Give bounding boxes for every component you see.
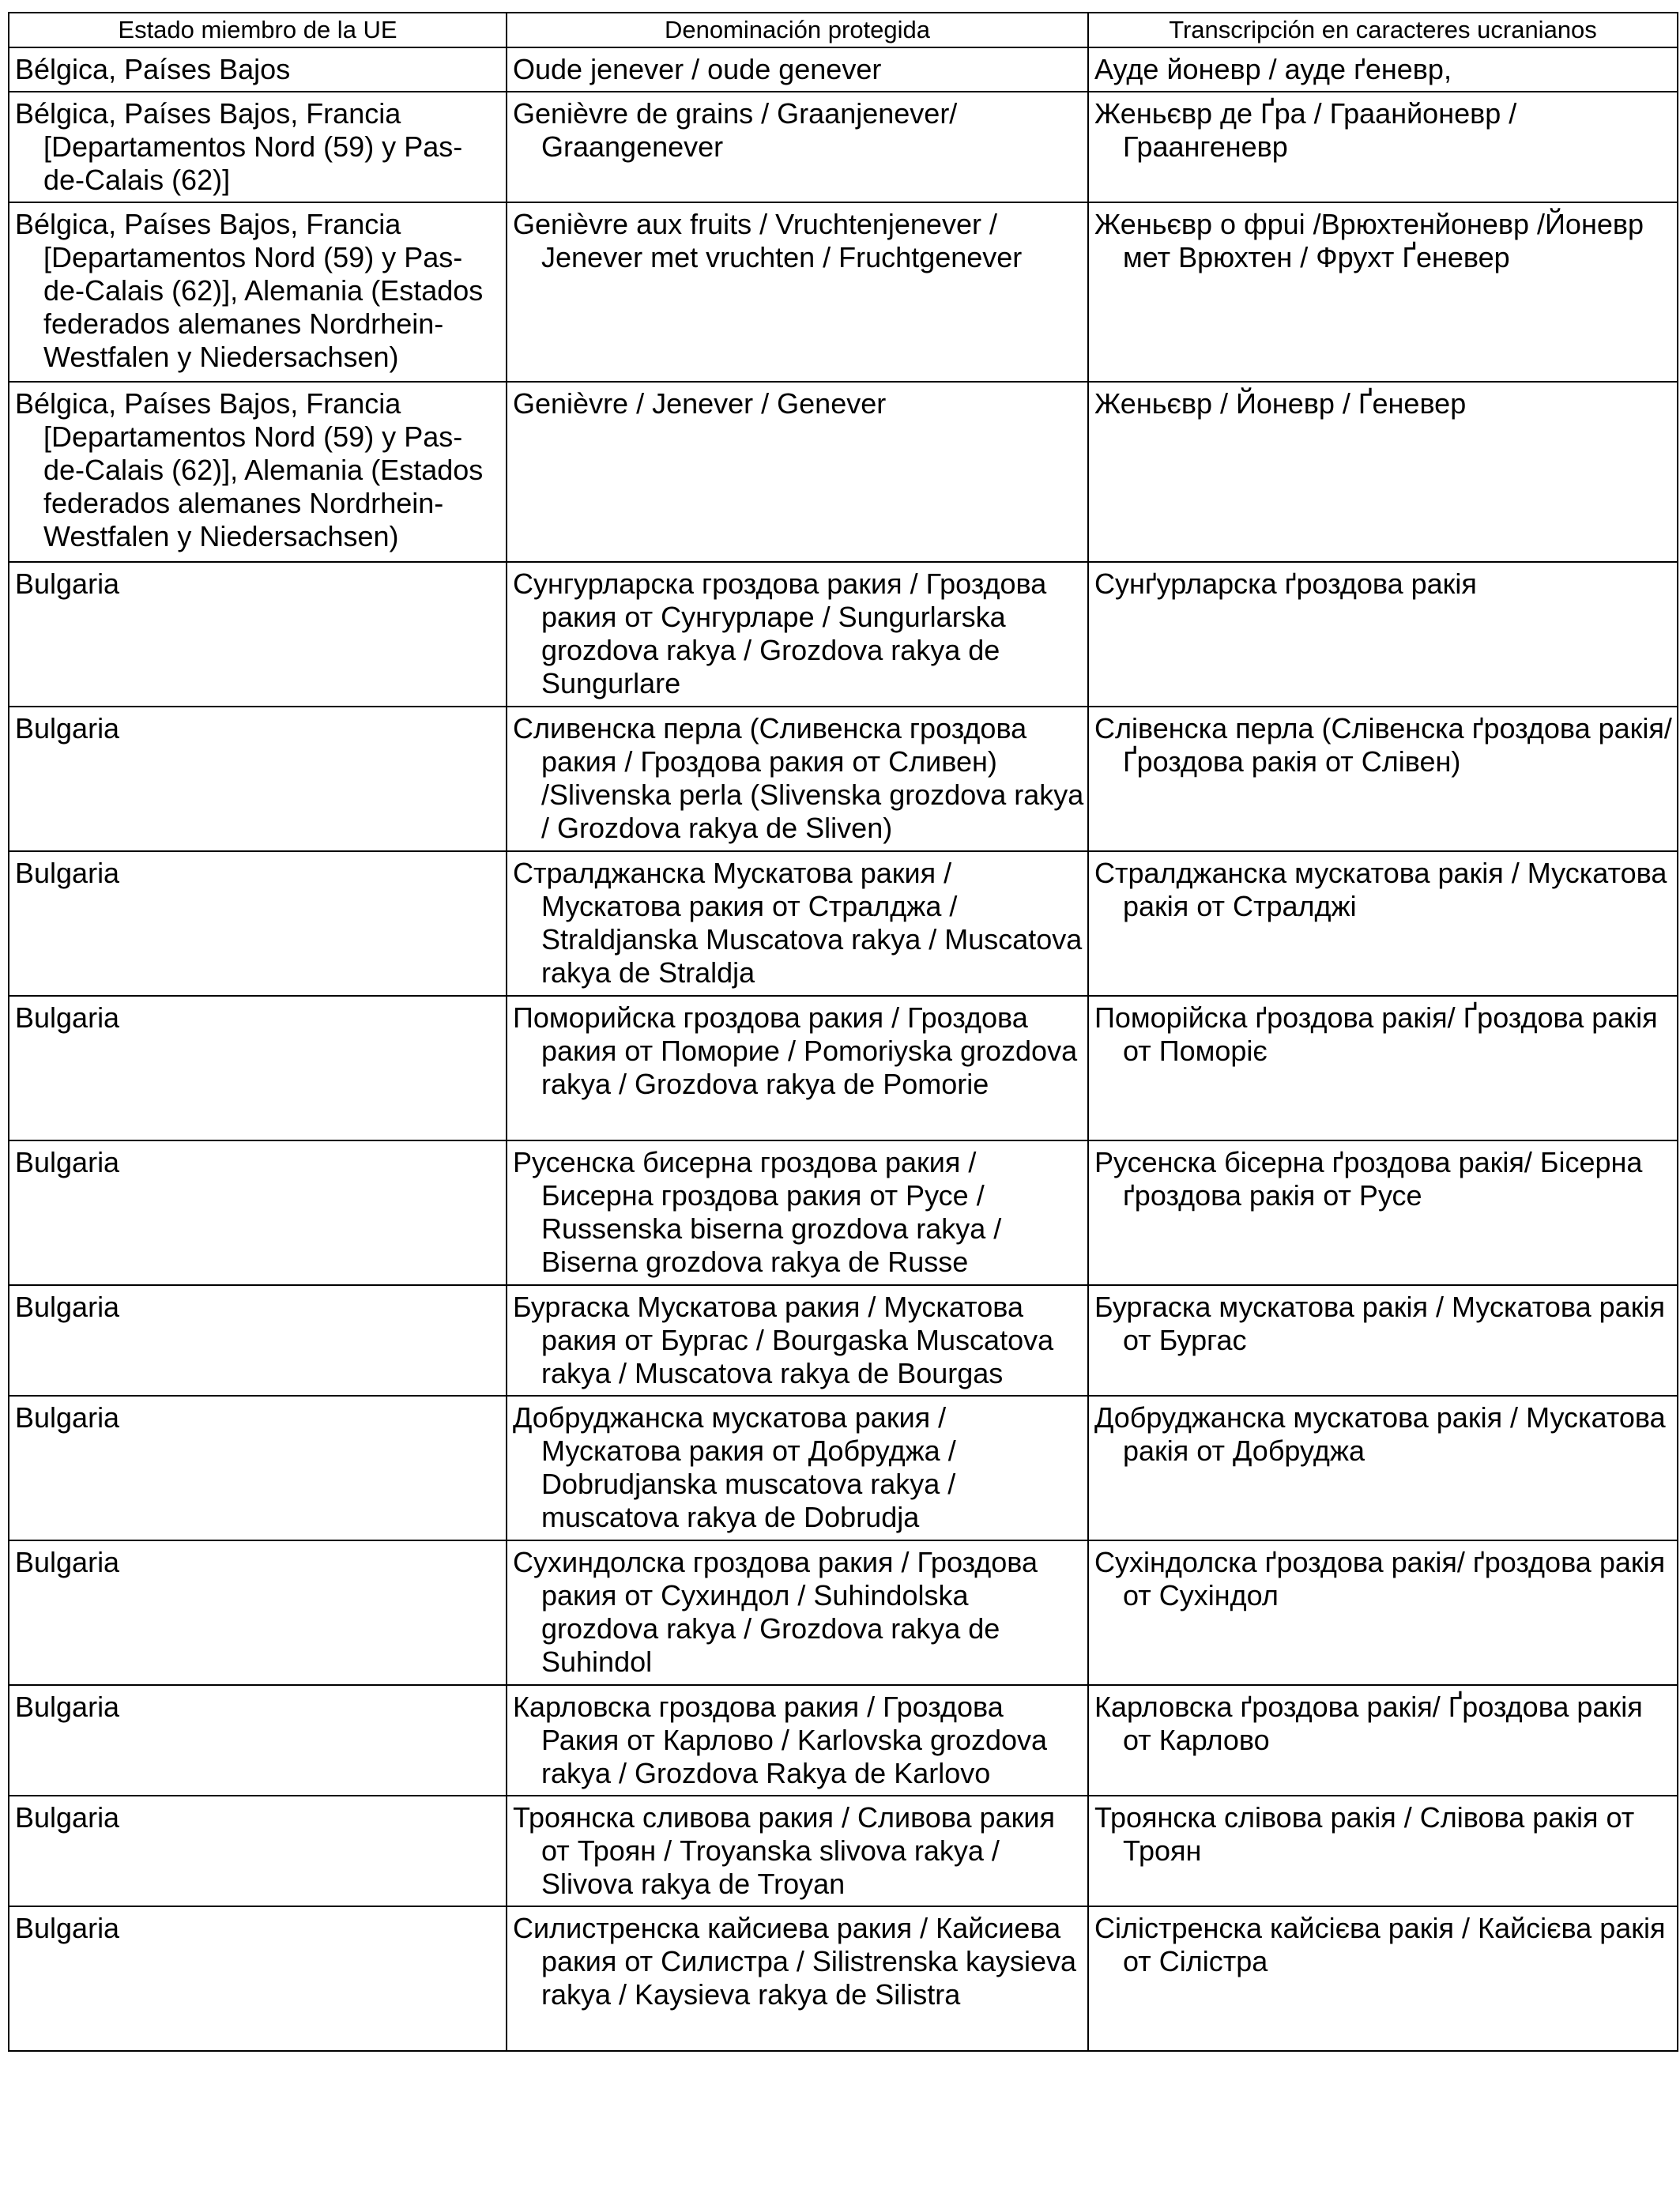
cell-text: Слівенска перла (Слівенска ґроздова ракія/ Ґроздова ракія от Слівен) xyxy=(1094,712,1672,778)
cell-text: Сухиндолска гроздова ракия / Гроздова ракия от Сухиндол / Suhindolska grozdova rakya / Grozdova rakya de Suhindol xyxy=(513,1546,1038,1678)
cell-member-state xyxy=(9,1396,507,1540)
cell-text: Сунґурларска ґроздова ракія xyxy=(1094,567,1477,600)
cell-protected-denomination xyxy=(507,1685,1088,1796)
cell-text: Bulgaria xyxy=(15,1691,120,1723)
cell-member-state xyxy=(9,1906,507,2051)
table-header-row xyxy=(9,13,1678,47)
header-ukrainian-transcription: Transcripción en caracteres ucranianos xyxy=(1088,13,1678,47)
table-row xyxy=(9,1685,1678,1796)
cell-text: Сілістренска кайсієва ракія / Кайсієва ракія от Сілістра xyxy=(1094,1912,1666,1977)
cell-text: Сухіндолска ґроздова ракія/ ґроздова ракія от Сухіндол xyxy=(1094,1546,1666,1612)
cell-member-state xyxy=(9,1540,507,1685)
cell-member-state xyxy=(9,562,507,707)
cell-member-state xyxy=(9,1285,507,1396)
protected-denominations-table xyxy=(8,12,1678,2052)
cell-protected-denomination xyxy=(507,1540,1088,1685)
table-row xyxy=(9,1140,1678,1285)
cell-ukrainian-transcription xyxy=(1088,1140,1678,1285)
cell-text: Bulgaria xyxy=(15,1146,120,1178)
cell-ukrainian-transcription xyxy=(1088,1540,1678,1685)
cell-protected-denomination xyxy=(507,1396,1088,1540)
cell-member-state xyxy=(9,707,507,851)
cell-text: Bulgaria xyxy=(15,1801,120,1834)
cell-text: Bélgica, Países Bajos xyxy=(15,53,291,85)
cell-text: Ауде йоневр / ауде ґеневр, xyxy=(1094,53,1452,85)
cell-text: Genièvre de grains / Graanjenever/ Graangenever xyxy=(513,97,958,163)
cell-text: Bulgaria xyxy=(15,1291,120,1323)
cell-ukrainian-transcription xyxy=(1088,1685,1678,1796)
cell-text: Добруджанска мускатова ракія / Мускатова ракія от Добруджа xyxy=(1094,1401,1666,1467)
cell-text: Женьєвр де Ґра / Граанйоневр / Граангеневр xyxy=(1094,97,1517,163)
header-protected-denomination: Denominación protegida xyxy=(507,13,1088,47)
cell-text: Троянска сливова ракия / Сливова ракия от Троян / Troyanska slivova rakya / Slivova rakya de Troyan xyxy=(513,1801,1055,1900)
header-member-state: Estado miembro de la UE xyxy=(9,13,507,47)
cell-member-state xyxy=(9,47,507,92)
cell-text: Bulgaria xyxy=(15,1401,120,1434)
cell-text: Genièvre / Jenever / Genever xyxy=(513,387,887,420)
cell-text: Добруджанска мускатова ракия / Мускатова ракия от Добруджа / Dobrudjanska muscatova rakya / muscatova rakya de Dobrudja xyxy=(513,1401,956,1533)
table-row xyxy=(9,1540,1678,1685)
cell-protected-denomination xyxy=(507,1796,1088,1906)
cell-text: Bulgaria xyxy=(15,712,120,745)
cell-text: Сунгурларска гроздова ракия / Гроздова ракия от Сунгурларе / Sungurlarska grozdova rakya / Grozdova rakya de Sungurlare xyxy=(513,567,1047,699)
cell-text: Троянска слівова ракія / Слівова ракія от Троян xyxy=(1094,1801,1635,1867)
cell-ukrainian-transcription xyxy=(1088,202,1678,382)
cell-ukrainian-transcription xyxy=(1088,996,1678,1140)
table-row xyxy=(9,851,1678,996)
cell-text: Oude jenever / oude genever xyxy=(513,53,882,85)
cell-member-state xyxy=(9,92,507,202)
cell-member-state xyxy=(9,382,507,562)
table-row xyxy=(9,47,1678,92)
cell-protected-denomination xyxy=(507,1140,1088,1285)
table-row xyxy=(9,202,1678,382)
cell-ukrainian-transcription xyxy=(1088,1796,1678,1906)
cell-text: Бургаска мускатова ракія / Мускатова ракія от Бургас xyxy=(1094,1291,1665,1356)
document-page xyxy=(8,12,1677,2052)
cell-text: Силистренска кайсиева ракия / Кайсиева ракия от Силистра / Silistrenska kaysieva rakya / Kaysieva rakya de Silistra xyxy=(513,1912,1077,2011)
cell-member-state xyxy=(9,996,507,1140)
cell-protected-denomination xyxy=(507,851,1088,996)
cell-ukrainian-transcription xyxy=(1088,707,1678,851)
cell-ukrainian-transcription xyxy=(1088,92,1678,202)
cell-text: Bulgaria xyxy=(15,567,120,600)
cell-text: Bélgica, Países Bajos, Francia [Departamentos Nord (59) y Pas-de-Calais (62)] xyxy=(15,97,463,196)
cell-protected-denomination xyxy=(507,1285,1088,1396)
cell-text: Бургаска Мускатова ракия / Мускатова ракия от Бургас / Bourgaska Muscatova rakya / Muscatova rakya de Bourgas xyxy=(513,1291,1054,1389)
table-row xyxy=(9,1906,1678,2051)
cell-text: Поморійска ґроздова ракія/ Ґроздова ракія от Поморіє xyxy=(1094,1001,1658,1067)
cell-text: Карловска ґроздова ракія/ Ґроздова ракія от Карлово xyxy=(1094,1691,1643,1756)
cell-text: Стралджанска мускатова ракія / Мускатова ракія от Стралджі xyxy=(1094,857,1667,922)
table-row xyxy=(9,1285,1678,1396)
cell-text: Bulgaria xyxy=(15,1546,120,1578)
cell-text: Стралджанска Мускатова ракия / Мускатова ракия от Стралджа / Straldjanska Muscatova rakya / Muscatova rakya de Straldja xyxy=(513,857,1083,989)
cell-protected-denomination xyxy=(507,562,1088,707)
cell-protected-denomination xyxy=(507,996,1088,1140)
table-row xyxy=(9,707,1678,851)
table-row xyxy=(9,562,1678,707)
cell-text: Русенска бісерна ґроздова ракія/ Бісерна ґроздова ракія от Русе xyxy=(1094,1146,1643,1212)
cell-ukrainian-transcription xyxy=(1088,1396,1678,1540)
cell-protected-denomination xyxy=(507,382,1088,562)
cell-ukrainian-transcription xyxy=(1088,382,1678,562)
cell-member-state xyxy=(9,1796,507,1906)
cell-text: Сливенска перла (Сливенска гроздова ракия / Гроздова ракия от Сливен) /Slivenska perla (Slivenska grozdova rakya / Grozdova rakya de Sliven) xyxy=(513,712,1084,844)
cell-protected-denomination xyxy=(507,92,1088,202)
cell-protected-denomination xyxy=(507,1906,1088,2051)
cell-protected-denomination xyxy=(507,47,1088,92)
cell-member-state xyxy=(9,1685,507,1796)
cell-text: Женьєвр / Йоневр / Ґеневер xyxy=(1094,387,1467,420)
cell-text: Bulgaria xyxy=(15,1912,120,1944)
cell-member-state xyxy=(9,851,507,996)
table-row xyxy=(9,382,1678,562)
cell-member-state xyxy=(9,202,507,382)
table-row xyxy=(9,1396,1678,1540)
cell-ukrainian-transcription xyxy=(1088,1285,1678,1396)
cell-ukrainian-transcription xyxy=(1088,562,1678,707)
cell-text: Карловска гроздова ракия / Гроздова Ракия от Карлово / Karlovska grozdova rakya / Grozdova Rakya de Karlovo xyxy=(513,1691,1048,1789)
cell-text: Русенска бисерна гроздова ракия / Бисерна гроздова ракия от Русе / Russenska biserna grozdova rakya / Biserna grozdova rakya de Russe xyxy=(513,1146,1002,1278)
cell-text: Поморийска гроздова ракия / Гроздова ракия от Поморие / Pomoriyska grozdova rakya / Grozdova rakya de Pomorie xyxy=(513,1001,1078,1100)
cell-ukrainian-transcription xyxy=(1088,851,1678,996)
cell-text: Genièvre aux fruits / Vruchtenjenever / Jenever met vruchten / Fruchtgenever xyxy=(513,208,1023,273)
table-row xyxy=(9,1796,1678,1906)
cell-text: Женьєвр о фрuі /Врюхтенйоневр /Йоневр мет Врюхтен / Фрухт Ґеневер xyxy=(1094,208,1644,273)
table-row xyxy=(9,996,1678,1140)
table-row xyxy=(9,92,1678,202)
cell-text: Bulgaria xyxy=(15,1001,120,1034)
cell-protected-denomination xyxy=(507,202,1088,382)
cell-text: Bulgaria xyxy=(15,857,120,889)
cell-text: Bélgica, Países Bajos, Francia [Departamentos Nord (59) y Pas-de-Calais (62)], Alemania (Estados federados alemanes Nordrhein-Westfalen y Niedersachsen) xyxy=(15,387,484,552)
cell-text: Bélgica, Países Bajos, Francia [Departamentos Nord (59) y Pas-de-Calais (62)], Alemania (Estados federados alemanes Nordrhein-Westfalen y Niedersachsen) xyxy=(15,208,484,373)
cell-protected-denomination xyxy=(507,707,1088,851)
cell-ukrainian-transcription xyxy=(1088,1906,1678,2051)
cell-ukrainian-transcription xyxy=(1088,47,1678,92)
cell-member-state xyxy=(9,1140,507,1285)
